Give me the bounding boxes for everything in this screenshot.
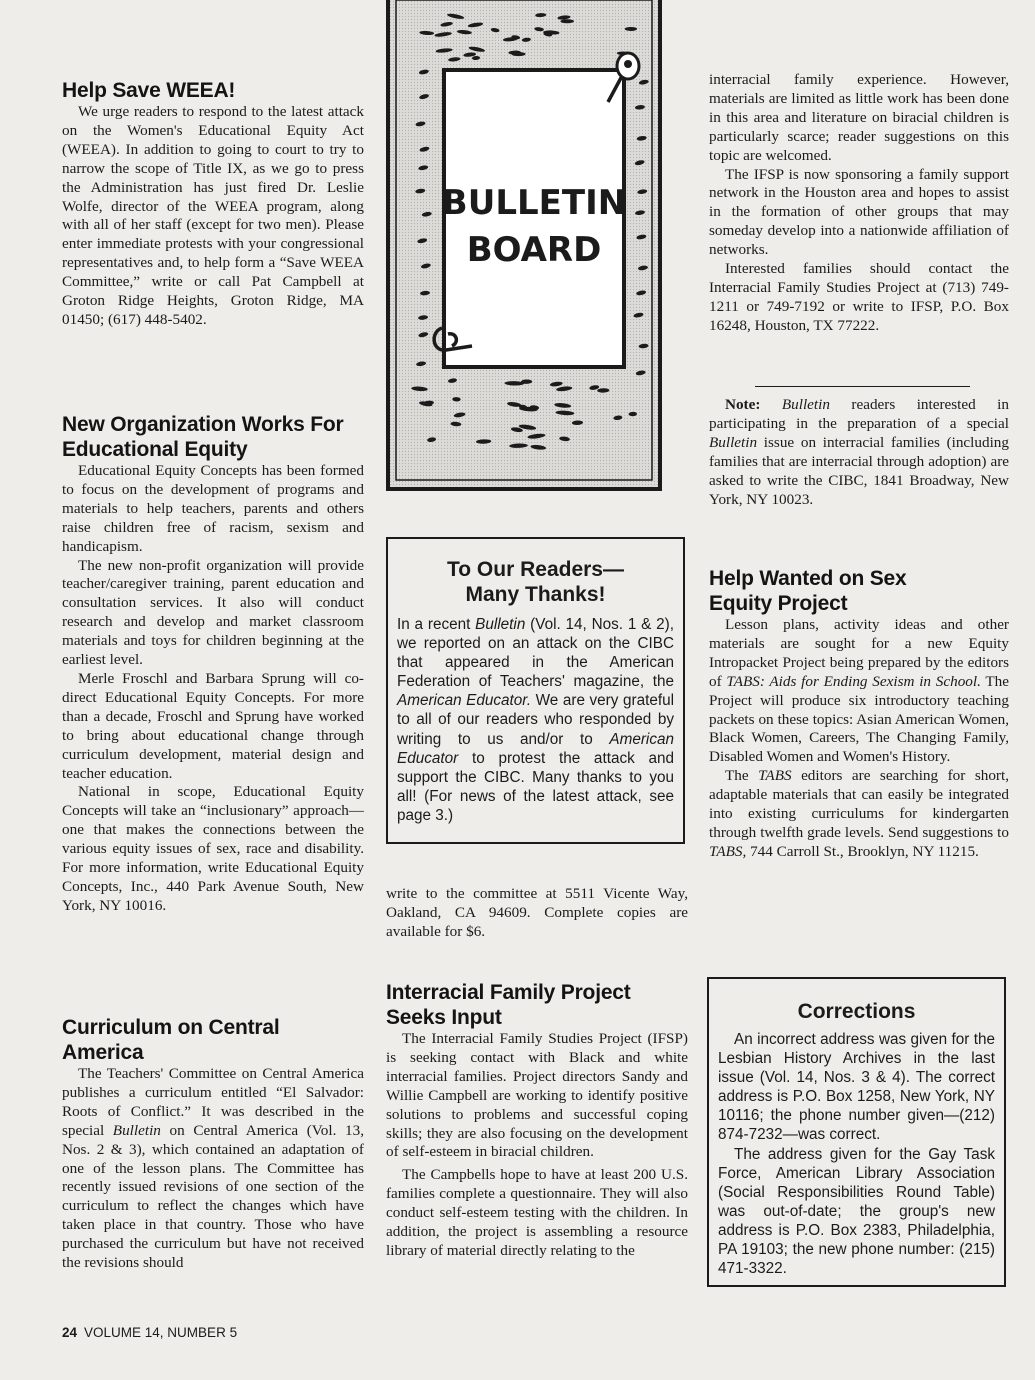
headline-help-wanted: Help Wanted on Sex Equity Project — [709, 567, 907, 615]
interracial-paragraph-3: interracial family experience. However, materials are limited as little work has been done in this area and literature on biracial children is particularly scarce; reader suggestions on this topic are welcomed. — [709, 71, 1009, 164]
headline-curriculum: Curriculum on Central America — [62, 1016, 280, 1064]
neworg-paragraph-3: Merle Froschl and Barbara Sprung will co-direct Educational Equity Concepts. For more than a decade, Froschl and Sprung have worked to bring about educational change through curriculum development, material design and teacher education. — [62, 669, 364, 782]
neworg-paragraph-2: The new non-profit organization will provide teacher/caregiver training, parent education and consultation services. It also will conduct research and develop and market classroom materials and toys for children beginning at the earliest level. — [62, 556, 364, 669]
help-paragraph-2: The TABS editors are searching for short, adaptable materials that can easily be integrated into existing curriculums for kindergarten through twelfth grade levels. Send suggestions to TABS, 744 Carroll St., Brooklyn, NY 11215. — [709, 767, 1009, 860]
curriculum-continued — [386, 885, 688, 942]
article-curriculum-central-america — [62, 1015, 364, 1273]
note-block — [709, 396, 1009, 509]
divider-rule — [755, 386, 970, 387]
interracial-paragraph-4: The IFSP is now sponsoring a family support network in the Houston area and hopes to assist in the formation of other groups that may someday develop into a nationwide affiliation of networks. — [709, 165, 1009, 259]
headline-interracial-family: Interracial Family Project Seeks Input — [386, 981, 631, 1029]
readers-thanks-box — [386, 537, 685, 844]
page-number: 24 — [62, 1325, 78, 1340]
curriculum-paragraph: The Teachers' Committee on Central America publishes a curriculum entitled “El Salvador: Roots of Conflict.” It was described in the special Bulletin on Central America (Vol. 13, Nos. 2 & 3), which contained an adaptation of one of the lesson plans. The Committee has recently issued revisions of one section of the curriculum to reflect the changes which have taken place in that country. Those who have purchased the curriculum but have not received the revisions should — [62, 1065, 364, 1272]
interracial-paragraph-1: The Interracial Family Studies Project (IFSP) is seeking contact with Black and white interracial families. Project directors Sandy and Willie Campbell are working to identify positive solutions to problems and successful coping skills; they are also focusing on the development of self-esteem in biracial children. — [386, 1030, 688, 1161]
article-help-wanted — [709, 566, 1009, 862]
corrections-box — [707, 977, 1006, 1287]
curriculum-continued-text: write to the committee at 5511 Vicente Way, Oakland, CA 94609. Complete copies are available for $6. — [386, 885, 688, 940]
headline-help-save-weea: Help Save WEEA! — [62, 79, 236, 102]
article-help-save-weea — [62, 78, 364, 330]
corrections-paragraph-1: An incorrect address was given for the Lesbian History Archives in the last issue (Vol. 14, Nos. 3 & 4). The correct address is P.O. Box 1258, New York, NY 10116; the phone number given—(212) 874-7232—was correct. — [718, 1031, 995, 1144]
interracial-paragraph-5: Interested families should contact the Interracial Family Studies Project at (713) 749-1211 or 749-7192 or write to IFSP, P.O. Box 16248, Houston, TX 77222. — [709, 260, 1009, 334]
weea-paragraph: We urge readers to respond to the latest attack on the Women's Educational Equity Act (WEEA). In addition to going to court to try to narrow the scope of Title IX, as we go to press the Administration has just fired Dr. Leslie Wolfe, director of the WEEA program, along with all of her staff (except for two men). Please enter immediate protests with your congressional representatives and, to help form a “Save WEEA Committee,” write or call Pat Campbell at Groton Ridge Heights, Groton Ridge, MA 01450; (617) 448-5402. — [62, 103, 364, 328]
neworg-paragraph-4: National in scope, Educational Equity Concepts will take an “inclusionary” approach—one that makes the connections between the various equity issues of sex, race and disability. For more information, write Educational Equity Concepts, Inc., 440 Park Avenue South, New York, NY 10016. — [62, 783, 364, 914]
bulletin-word: BULLETIN — [441, 183, 627, 223]
headline-new-organization: New Organization Works For Educational Equity — [62, 413, 344, 461]
bulletin-board-illustration — [386, 0, 662, 492]
thanks-text: In a recent Bulletin (Vol. 14, Nos. 1 & 2), we reported on an attack on the CIBC that appeared in the American Federation of Teachers' magazine, the American Educator. We are very grateful to all of our readers who responded by writing to us and/or to American Educator to protest the attack and support the CIBC. Many thanks to you all! (For news of the latest attack, see page 3.) — [397, 616, 675, 824]
help-paragraph-1: Lesson plans, activity ideas and other materials are sought for a new Equity Intropacket Project being prepared by the editors of TABS: Aids for Ending Sexism in School. The Project will produce six introductory teaching packets on these topics: Asian American Women, Black Women, Careers, The Changing Family, Disabled Women and Women's History. — [709, 616, 1009, 766]
corrections-headline: Corrections — [797, 1000, 916, 1023]
page-footer — [62, 1325, 237, 1340]
article-new-organization — [62, 412, 364, 916]
article-interracial-family — [386, 980, 688, 1261]
interracial-paragraph-2: The Campbells hope to have at least 200 U.S. families complete a questionnaire. They will also conduct self-esteem testing with the children. In addition, the project is assembling a resource library of material directly relating to the — [386, 1166, 688, 1259]
corrections-paragraph-2: The address given for the Gay Task Force, American Library Association (Social Responsibilities Round Table) was out-of-date; the group's new address is P.O. Box 2383, Philadelphia, PA 19103; the new phone number: (215) 471-3322. — [718, 1145, 995, 1278]
note-text: Note: Bulletin readers interested in participating in the preparation of a special Bulletin issue on interracial families (including families that are interracial through adoption) are asked to write the CIBC, 1841 Broadway, New York, NY 10023. — [709, 396, 1009, 508]
board-word: BOARD — [466, 230, 602, 270]
neworg-paragraph-1: Educational Equity Concepts has been formed to focus on the development of programs and materials to help teachers, parents and others raise children free of racism, sexism and handicapism. — [62, 462, 364, 555]
interracial-continued — [709, 71, 1009, 336]
thanks-headline: To Our Readers— Many Thanks! — [447, 558, 624, 606]
volume-info: VOLUME 14, NUMBER 5 — [84, 1325, 238, 1340]
bulletin-board-graphic — [386, 0, 662, 492]
